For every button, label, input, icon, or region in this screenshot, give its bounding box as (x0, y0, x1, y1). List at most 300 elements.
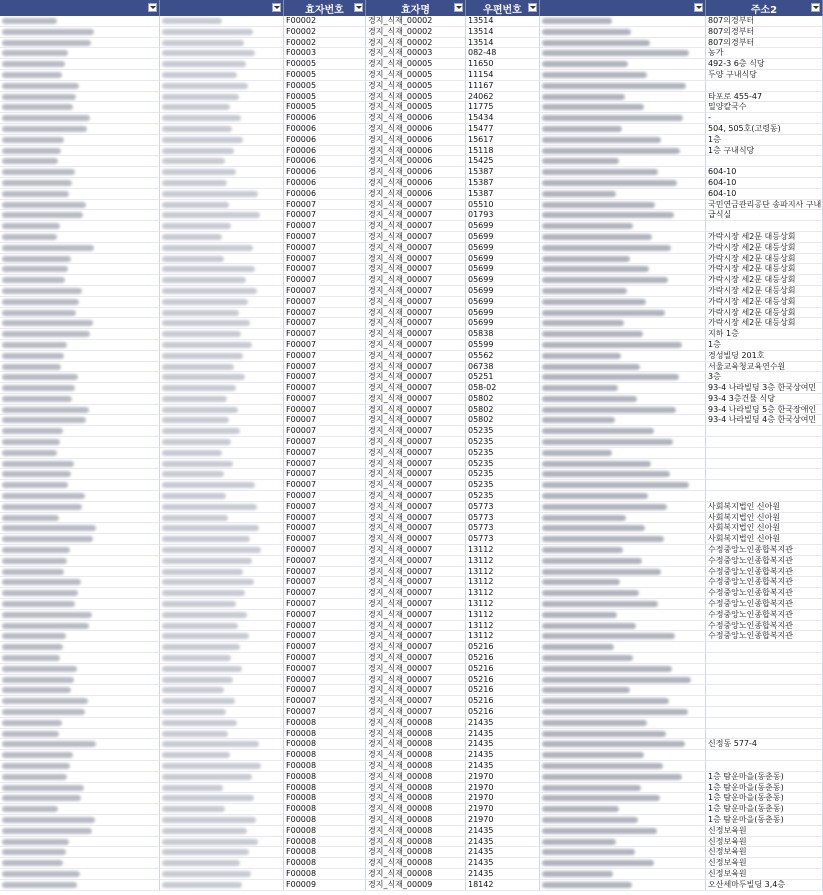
redacted-cell[interactable] (0, 178, 160, 189)
table-row[interactable] (0, 200, 823, 211)
redacted-cell[interactable] (0, 664, 160, 675)
supplier-name-cell[interactable]: 경지_식재_00007 (366, 631, 466, 642)
supplier-name-cell[interactable]: 경지_식재_00007 (366, 210, 466, 221)
address2-cell[interactable]: 1층 탐운마을(동춘동) (706, 783, 823, 794)
supplier-code-cell[interactable]: F00007 (284, 415, 366, 426)
postal-code-cell[interactable]: 05802 (466, 415, 540, 426)
table-row[interactable] (0, 685, 823, 696)
supplier-code-cell[interactable]: F00007 (284, 707, 366, 718)
supplier-code-cell[interactable]: F00007 (284, 448, 366, 459)
address2-cell[interactable]: 밀양칼국수 (706, 102, 823, 113)
supplier-code-cell[interactable]: F00007 (284, 308, 366, 319)
table-row[interactable] (0, 534, 823, 545)
address2-cell[interactable]: 807의경부터 (706, 38, 823, 49)
postal-code-cell[interactable]: 15477 (466, 124, 540, 135)
redacted-cell[interactable] (540, 469, 706, 480)
postal-code-cell[interactable]: 13112 (466, 631, 540, 642)
table-row[interactable] (0, 783, 823, 794)
supplier-code-cell[interactable]: F00007 (284, 567, 366, 578)
redacted-cell[interactable] (160, 707, 284, 718)
postal-code-cell[interactable]: 05773 (466, 534, 540, 545)
redacted-cell[interactable] (0, 81, 160, 92)
postal-code-cell[interactable]: 05773 (466, 502, 540, 513)
supplier-name-cell[interactable]: 경지_식재_00008 (366, 761, 466, 772)
redacted-cell[interactable] (0, 459, 160, 470)
postal-code-cell[interactable]: 05699 (466, 286, 540, 297)
redacted-cell[interactable] (160, 362, 284, 373)
redacted-cell[interactable] (540, 48, 706, 59)
redacted-cell[interactable] (160, 664, 284, 675)
postal-code-cell[interactable]: 05802 (466, 394, 540, 405)
postal-code-cell[interactable]: 21435 (466, 826, 540, 837)
redacted-cell[interactable] (540, 178, 706, 189)
address2-cell[interactable]: 사회복지법인 신아원 (706, 534, 823, 545)
postal-code-cell[interactable]: 05699 (466, 254, 540, 265)
supplier-name-cell[interactable]: 경지_식재_00002 (366, 38, 466, 49)
supplier-code-cell[interactable]: F00007 (284, 631, 366, 642)
redacted-cell[interactable] (540, 783, 706, 794)
redacted-cell[interactable] (0, 16, 160, 27)
redacted-cell[interactable] (540, 394, 706, 405)
address2-cell[interactable]: 807의경부터 (706, 16, 823, 27)
address2-cell[interactable] (706, 664, 823, 675)
address2-cell[interactable]: 사회복지법인 신아원 (706, 513, 823, 524)
redacted-cell[interactable] (160, 27, 284, 38)
postal-code-cell[interactable]: 05216 (466, 685, 540, 696)
postal-code-cell[interactable]: 05773 (466, 523, 540, 534)
supplier-name-cell[interactable]: 경지_식재_00008 (366, 772, 466, 783)
postal-code-cell[interactable]: 05699 (466, 275, 540, 286)
table-row[interactable] (0, 70, 823, 81)
postal-code-cell[interactable]: 18142 (466, 880, 540, 891)
redacted-cell[interactable] (540, 113, 706, 124)
address2-cell[interactable]: 수정중앙노인종합복지관 (706, 599, 823, 610)
supplier-code-cell[interactable]: F00006 (284, 124, 366, 135)
table-row[interactable] (0, 232, 823, 243)
postal-code-cell[interactable]: 05216 (466, 696, 540, 707)
redacted-cell[interactable] (0, 308, 160, 319)
redacted-cell[interactable] (540, 631, 706, 642)
filter-dropdown-icon[interactable] (528, 3, 537, 12)
supplier-name-cell[interactable]: 경지_식재_00007 (366, 621, 466, 632)
redacted-cell[interactable] (160, 92, 284, 103)
redacted-cell[interactable] (540, 254, 706, 265)
postal-code-cell[interactable]: 05216 (466, 653, 540, 664)
redacted-cell[interactable] (540, 146, 706, 157)
postal-code-cell[interactable]: 21435 (466, 837, 540, 848)
postal-code-cell[interactable]: 21970 (466, 815, 540, 826)
address2-cell[interactable] (706, 718, 823, 729)
supplier-code-cell[interactable]: F00008 (284, 804, 366, 815)
redacted-cell[interactable] (540, 124, 706, 135)
table-row[interactable] (0, 480, 823, 491)
address2-cell[interactable] (706, 426, 823, 437)
redacted-cell[interactable] (540, 459, 706, 470)
redacted-cell[interactable] (0, 523, 160, 534)
postal-code-cell[interactable]: 21435 (466, 739, 540, 750)
redacted-cell[interactable] (160, 254, 284, 265)
postal-code-cell[interactable]: 05699 (466, 232, 540, 243)
redacted-cell[interactable] (540, 437, 706, 448)
supplier-code-cell[interactable]: F00007 (284, 426, 366, 437)
address2-cell[interactable] (706, 675, 823, 686)
address2-cell[interactable]: 가락시장 세2문 대등상회 (706, 308, 823, 319)
supplier-name-cell[interactable]: 경지_식재_00007 (366, 329, 466, 340)
supplier-name-cell[interactable]: 경지_식재_00007 (366, 426, 466, 437)
address2-cell[interactable] (706, 642, 823, 653)
table-row[interactable] (0, 729, 823, 740)
table-row[interactable] (0, 372, 823, 383)
supplier-code-cell[interactable]: F00005 (284, 70, 366, 81)
table-row[interactable] (0, 826, 823, 837)
redacted-cell[interactable] (160, 351, 284, 362)
redacted-cell[interactable] (540, 243, 706, 254)
redacted-cell[interactable] (540, 275, 706, 286)
supplier-name-cell[interactable]: 경지_식재_00006 (366, 113, 466, 124)
redacted-cell[interactable] (160, 556, 284, 567)
supplier-code-cell[interactable]: F00002 (284, 16, 366, 27)
redacted-cell[interactable] (0, 92, 160, 103)
redacted-cell[interactable] (540, 340, 706, 351)
filter-dropdown-icon[interactable] (354, 3, 363, 12)
redacted-cell[interactable] (0, 318, 160, 329)
redacted-cell[interactable] (540, 826, 706, 837)
postal-code-cell[interactable]: 05216 (466, 642, 540, 653)
postal-code-cell[interactable]: 13112 (466, 567, 540, 578)
postal-code-cell[interactable]: 05216 (466, 664, 540, 675)
redacted-cell[interactable] (0, 383, 160, 394)
postal-code-cell[interactable]: 15425 (466, 156, 540, 167)
address2-cell[interactable] (706, 81, 823, 92)
supplier-name-cell[interactable]: 경지_식재_00007 (366, 577, 466, 588)
address2-cell[interactable]: 서울교육청교육연수원 (706, 362, 823, 373)
redacted-cell[interactable] (540, 38, 706, 49)
table-row[interactable] (0, 318, 823, 329)
supplier-name-cell[interactable]: 경지_식재_00007 (366, 610, 466, 621)
redacted-cell[interactable] (160, 340, 284, 351)
supplier-name-cell[interactable]: 경지_식재_00005 (366, 59, 466, 70)
address2-cell[interactable]: 3층 (706, 372, 823, 383)
address2-cell[interactable]: 93-4 3층건물 식당 (706, 394, 823, 405)
address2-cell[interactable]: 오산세마두빌딩 3,4층 (706, 880, 823, 891)
table-row[interactable] (0, 264, 823, 275)
redacted-cell[interactable] (160, 156, 284, 167)
address2-cell[interactable]: 수정중앙노인종합복지관 (706, 556, 823, 567)
postal-code-cell[interactable]: 11775 (466, 102, 540, 113)
redacted-cell[interactable] (160, 545, 284, 556)
supplier-code-cell[interactable]: F00007 (284, 264, 366, 275)
table-row[interactable] (0, 113, 823, 124)
redacted-cell[interactable] (540, 221, 706, 232)
postal-code-cell[interactable]: 05510 (466, 200, 540, 211)
table-row[interactable] (0, 556, 823, 567)
filter-dropdown-icon[interactable] (811, 3, 820, 12)
postal-code-cell[interactable]: 05773 (466, 513, 540, 524)
postal-code-cell[interactable]: 15118 (466, 146, 540, 157)
table-row[interactable] (0, 588, 823, 599)
supplier-code-cell[interactable]: F00007 (284, 502, 366, 513)
table-row[interactable] (0, 81, 823, 92)
supplier-name-cell[interactable]: 경지_식재_00007 (366, 556, 466, 567)
redacted-cell[interactable] (540, 70, 706, 81)
postal-code-cell[interactable]: 11154 (466, 70, 540, 81)
postal-code-cell[interactable]: 21435 (466, 761, 540, 772)
supplier-code-cell[interactable]: F00007 (284, 286, 366, 297)
redacted-cell[interactable] (540, 707, 706, 718)
address2-cell[interactable]: 1층 탐운마을(동춘동) (706, 804, 823, 815)
redacted-cell[interactable] (160, 297, 284, 308)
table-row[interactable] (0, 513, 823, 524)
postal-code-cell[interactable]: 13112 (466, 545, 540, 556)
table-row[interactable] (0, 189, 823, 200)
redacted-cell[interactable] (160, 642, 284, 653)
supplier-name-cell[interactable]: 경지_식재_00008 (366, 793, 466, 804)
redacted-cell[interactable] (540, 739, 706, 750)
postal-code-cell[interactable]: 05235 (466, 480, 540, 491)
supplier-code-cell[interactable]: F00007 (284, 318, 366, 329)
redacted-cell[interactable] (0, 718, 160, 729)
redacted-cell[interactable] (0, 577, 160, 588)
table-row[interactable] (0, 718, 823, 729)
table-row[interactable] (0, 275, 823, 286)
redacted-cell[interactable] (0, 415, 160, 426)
redacted-cell[interactable] (160, 415, 284, 426)
redacted-cell[interactable] (540, 448, 706, 459)
supplier-code-cell[interactable]: F00006 (284, 167, 366, 178)
address2-cell[interactable]: 신정동 577-4 (706, 739, 823, 750)
redacted-cell[interactable] (160, 631, 284, 642)
supplier-name-cell[interactable]: 경지_식재_00007 (366, 405, 466, 416)
redacted-cell[interactable] (0, 372, 160, 383)
postal-code-cell[interactable]: 06738 (466, 362, 540, 373)
supplier-code-cell[interactable]: F00002 (284, 27, 366, 38)
address2-cell[interactable]: 가락시장 세2문 대등상회 (706, 275, 823, 286)
postal-code-cell[interactable]: 05699 (466, 264, 540, 275)
table-row[interactable] (0, 599, 823, 610)
supplier-name-cell[interactable]: 경지_식재_00007 (366, 534, 466, 545)
redacted-cell[interactable] (160, 200, 284, 211)
postal-code-cell[interactable]: 24062 (466, 92, 540, 103)
redacted-cell[interactable] (0, 286, 160, 297)
redacted-cell[interactable] (160, 858, 284, 869)
redacted-cell[interactable] (540, 545, 706, 556)
filter-dropdown-icon[interactable] (272, 3, 281, 12)
address2-cell[interactable] (706, 221, 823, 232)
redacted-cell[interactable] (0, 653, 160, 664)
address2-cell[interactable]: 1층 탐운마을(동춘동) (706, 793, 823, 804)
redacted-cell[interactable] (540, 815, 706, 826)
redacted-cell[interactable] (540, 308, 706, 319)
address2-cell[interactable]: 국민연금관리공단 송파지사 구내 (708, 199, 822, 209)
redacted-cell[interactable] (540, 415, 706, 426)
redacted-cell[interactable] (160, 70, 284, 81)
postal-code-cell[interactable]: 21435 (466, 729, 540, 740)
supplier-code-cell[interactable]: F00007 (284, 394, 366, 405)
redacted-cell[interactable] (160, 480, 284, 491)
supplier-name-cell[interactable]: 경지_식재_00007 (366, 243, 466, 254)
redacted-cell[interactable] (0, 480, 160, 491)
address2-cell[interactable]: 수정중앙노인종합복지관 (706, 631, 823, 642)
table-row[interactable] (0, 405, 823, 416)
table-row[interactable] (0, 804, 823, 815)
supplier-code-cell[interactable]: F00007 (284, 297, 366, 308)
supplier-code-cell[interactable]: F00007 (284, 221, 366, 232)
supplier-name-cell[interactable]: 경지_식재_00006 (366, 146, 466, 157)
redacted-cell[interactable] (160, 815, 284, 826)
address2-cell[interactable]: 가락시장 세2문 대등상회 (706, 297, 823, 308)
redacted-cell[interactable] (160, 577, 284, 588)
table-row[interactable] (0, 243, 823, 254)
address2-cell[interactable]: 수정중앙노인종합복지관 (706, 588, 823, 599)
supplier-code-cell[interactable]: F00007 (284, 685, 366, 696)
redacted-cell[interactable] (0, 426, 160, 437)
redacted-cell[interactable] (160, 48, 284, 59)
supplier-code-cell[interactable]: F00007 (284, 405, 366, 416)
redacted-cell[interactable] (0, 556, 160, 567)
table-row[interactable] (0, 437, 823, 448)
redacted-cell[interactable] (540, 513, 706, 524)
redacted-cell[interactable] (0, 621, 160, 632)
postal-code-cell[interactable]: 05699 (466, 243, 540, 254)
address2-cell[interactable]: 가락시장 세2문 대등상회 (706, 264, 823, 275)
table-row[interactable] (0, 491, 823, 502)
table-row[interactable] (0, 837, 823, 848)
address2-cell[interactable] (706, 761, 823, 772)
supplier-code-cell[interactable]: F00007 (284, 664, 366, 675)
supplier-name-cell[interactable]: 경지_식재_00008 (366, 729, 466, 740)
supplier-name-cell[interactable]: 경지_식재_00007 (366, 675, 466, 686)
redacted-cell[interactable] (540, 804, 706, 815)
redacted-cell[interactable] (0, 685, 160, 696)
supplier-name-cell[interactable]: 경지_식재_00007 (366, 523, 466, 534)
supplier-name-cell[interactable]: 경지_식재_00007 (366, 362, 466, 373)
redacted-cell[interactable] (540, 621, 706, 632)
redacted-cell[interactable] (160, 880, 284, 891)
address2-cell[interactable]: 504, 505호(고령동) (706, 124, 823, 135)
redacted-cell[interactable] (160, 502, 284, 513)
supplier-code-cell[interactable]: F00005 (284, 81, 366, 92)
table-row[interactable] (0, 135, 823, 146)
redacted-cell[interactable] (160, 308, 284, 319)
redacted-cell[interactable] (0, 491, 160, 502)
address2-cell[interactable]: 신정보육원 (706, 847, 823, 858)
address2-cell[interactable]: 신정보육원 (706, 869, 823, 880)
table-row[interactable] (0, 707, 823, 718)
supplier-code-cell[interactable]: F00006 (284, 146, 366, 157)
redacted-cell[interactable] (160, 718, 284, 729)
table-row[interactable] (0, 146, 823, 157)
supplier-name-cell[interactable]: 경지_식재_00008 (366, 750, 466, 761)
address2-cell[interactable]: 농가 (706, 48, 823, 59)
supplier-name-cell[interactable]: 경지_식재_00006 (366, 167, 466, 178)
address2-cell[interactable]: 492-3 6층 식당 (706, 59, 823, 70)
address2-cell[interactable]: 93-4 나라빌딩 4층 한국상여민 (706, 415, 823, 426)
redacted-cell[interactable] (0, 59, 160, 70)
supplier-code-cell[interactable]: F00007 (284, 599, 366, 610)
postal-code-cell[interactable]: 05235 (466, 491, 540, 502)
supplier-name-cell[interactable]: 경지_식재_00008 (366, 837, 466, 848)
redacted-cell[interactable] (160, 167, 284, 178)
supplier-code-cell[interactable]: F00008 (284, 718, 366, 729)
supplier-code-cell[interactable]: F00006 (284, 113, 366, 124)
redacted-cell[interactable] (540, 81, 706, 92)
redacted-cell[interactable] (0, 696, 160, 707)
redacted-cell[interactable] (0, 221, 160, 232)
redacted-cell[interactable] (0, 761, 160, 772)
address2-cell[interactable]: 두양 구내식당 (706, 70, 823, 81)
redacted-cell[interactable] (0, 362, 160, 373)
supplier-name-cell[interactable]: 경지_식재_00007 (366, 502, 466, 513)
redacted-cell[interactable] (0, 243, 160, 254)
redacted-cell[interactable] (540, 16, 706, 27)
supplier-code-cell[interactable]: F00008 (284, 729, 366, 740)
redacted-cell[interactable] (160, 16, 284, 27)
redacted-cell[interactable] (160, 685, 284, 696)
redacted-cell[interactable] (0, 750, 160, 761)
redacted-cell[interactable] (0, 469, 160, 480)
address2-cell[interactable]: 604-10 (706, 167, 823, 178)
redacted-cell[interactable] (540, 772, 706, 783)
postal-code-cell[interactable]: 05235 (466, 459, 540, 470)
postal-code-cell[interactable]: 01793 (466, 210, 540, 221)
supplier-code-cell[interactable]: F00007 (284, 243, 366, 254)
redacted-cell[interactable] (160, 523, 284, 534)
postal-code-cell[interactable]: 13112 (466, 588, 540, 599)
redacted-cell[interactable] (160, 210, 284, 221)
redacted-cell[interactable] (160, 318, 284, 329)
redacted-cell[interactable] (0, 793, 160, 804)
redacted-cell[interactable] (160, 534, 284, 545)
redacted-cell[interactable] (0, 27, 160, 38)
address2-cell[interactable] (706, 469, 823, 480)
supplier-name-cell[interactable]: 경지_식재_00005 (366, 81, 466, 92)
supplier-code-cell[interactable]: F00007 (284, 696, 366, 707)
supplier-name-cell[interactable]: 경지_식재_00007 (366, 567, 466, 578)
supplier-code-cell[interactable]: F00007 (284, 610, 366, 621)
supplier-code-cell[interactable]: F00008 (284, 847, 366, 858)
address2-cell[interactable] (706, 707, 823, 718)
supplier-name-cell[interactable]: 경지_식재_00007 (366, 599, 466, 610)
table-row[interactable] (0, 880, 823, 891)
column-header-redacted-2[interactable] (160, 0, 284, 16)
supplier-code-cell[interactable]: F00007 (284, 653, 366, 664)
table-row[interactable] (0, 254, 823, 265)
table-row[interactable] (0, 92, 823, 103)
table-row[interactable] (0, 469, 823, 480)
postal-code-cell[interactable]: 05838 (466, 329, 540, 340)
supplier-code-cell[interactable]: F00007 (284, 362, 366, 373)
address2-cell[interactable] (706, 685, 823, 696)
supplier-name-cell[interactable]: 경지_식재_00007 (366, 275, 466, 286)
redacted-cell[interactable] (0, 739, 160, 750)
address2-cell[interactable]: 1층 구내식당 (706, 146, 823, 157)
redacted-cell[interactable] (0, 113, 160, 124)
postal-code-cell[interactable]: 05235 (466, 448, 540, 459)
address2-cell[interactable] (706, 437, 823, 448)
redacted-cell[interactable] (540, 264, 706, 275)
column-header-postal-code[interactable] (466, 0, 540, 16)
table-row[interactable] (0, 567, 823, 578)
redacted-cell[interactable] (0, 815, 160, 826)
redacted-cell[interactable] (0, 232, 160, 243)
redacted-cell[interactable] (540, 491, 706, 502)
supplier-name-cell[interactable]: 경지_식재_00007 (366, 254, 466, 265)
table-row[interactable] (0, 286, 823, 297)
redacted-cell[interactable] (0, 847, 160, 858)
supplier-code-cell[interactable]: F00009 (284, 880, 366, 891)
table-row[interactable] (0, 340, 823, 351)
redacted-cell[interactable] (540, 92, 706, 103)
